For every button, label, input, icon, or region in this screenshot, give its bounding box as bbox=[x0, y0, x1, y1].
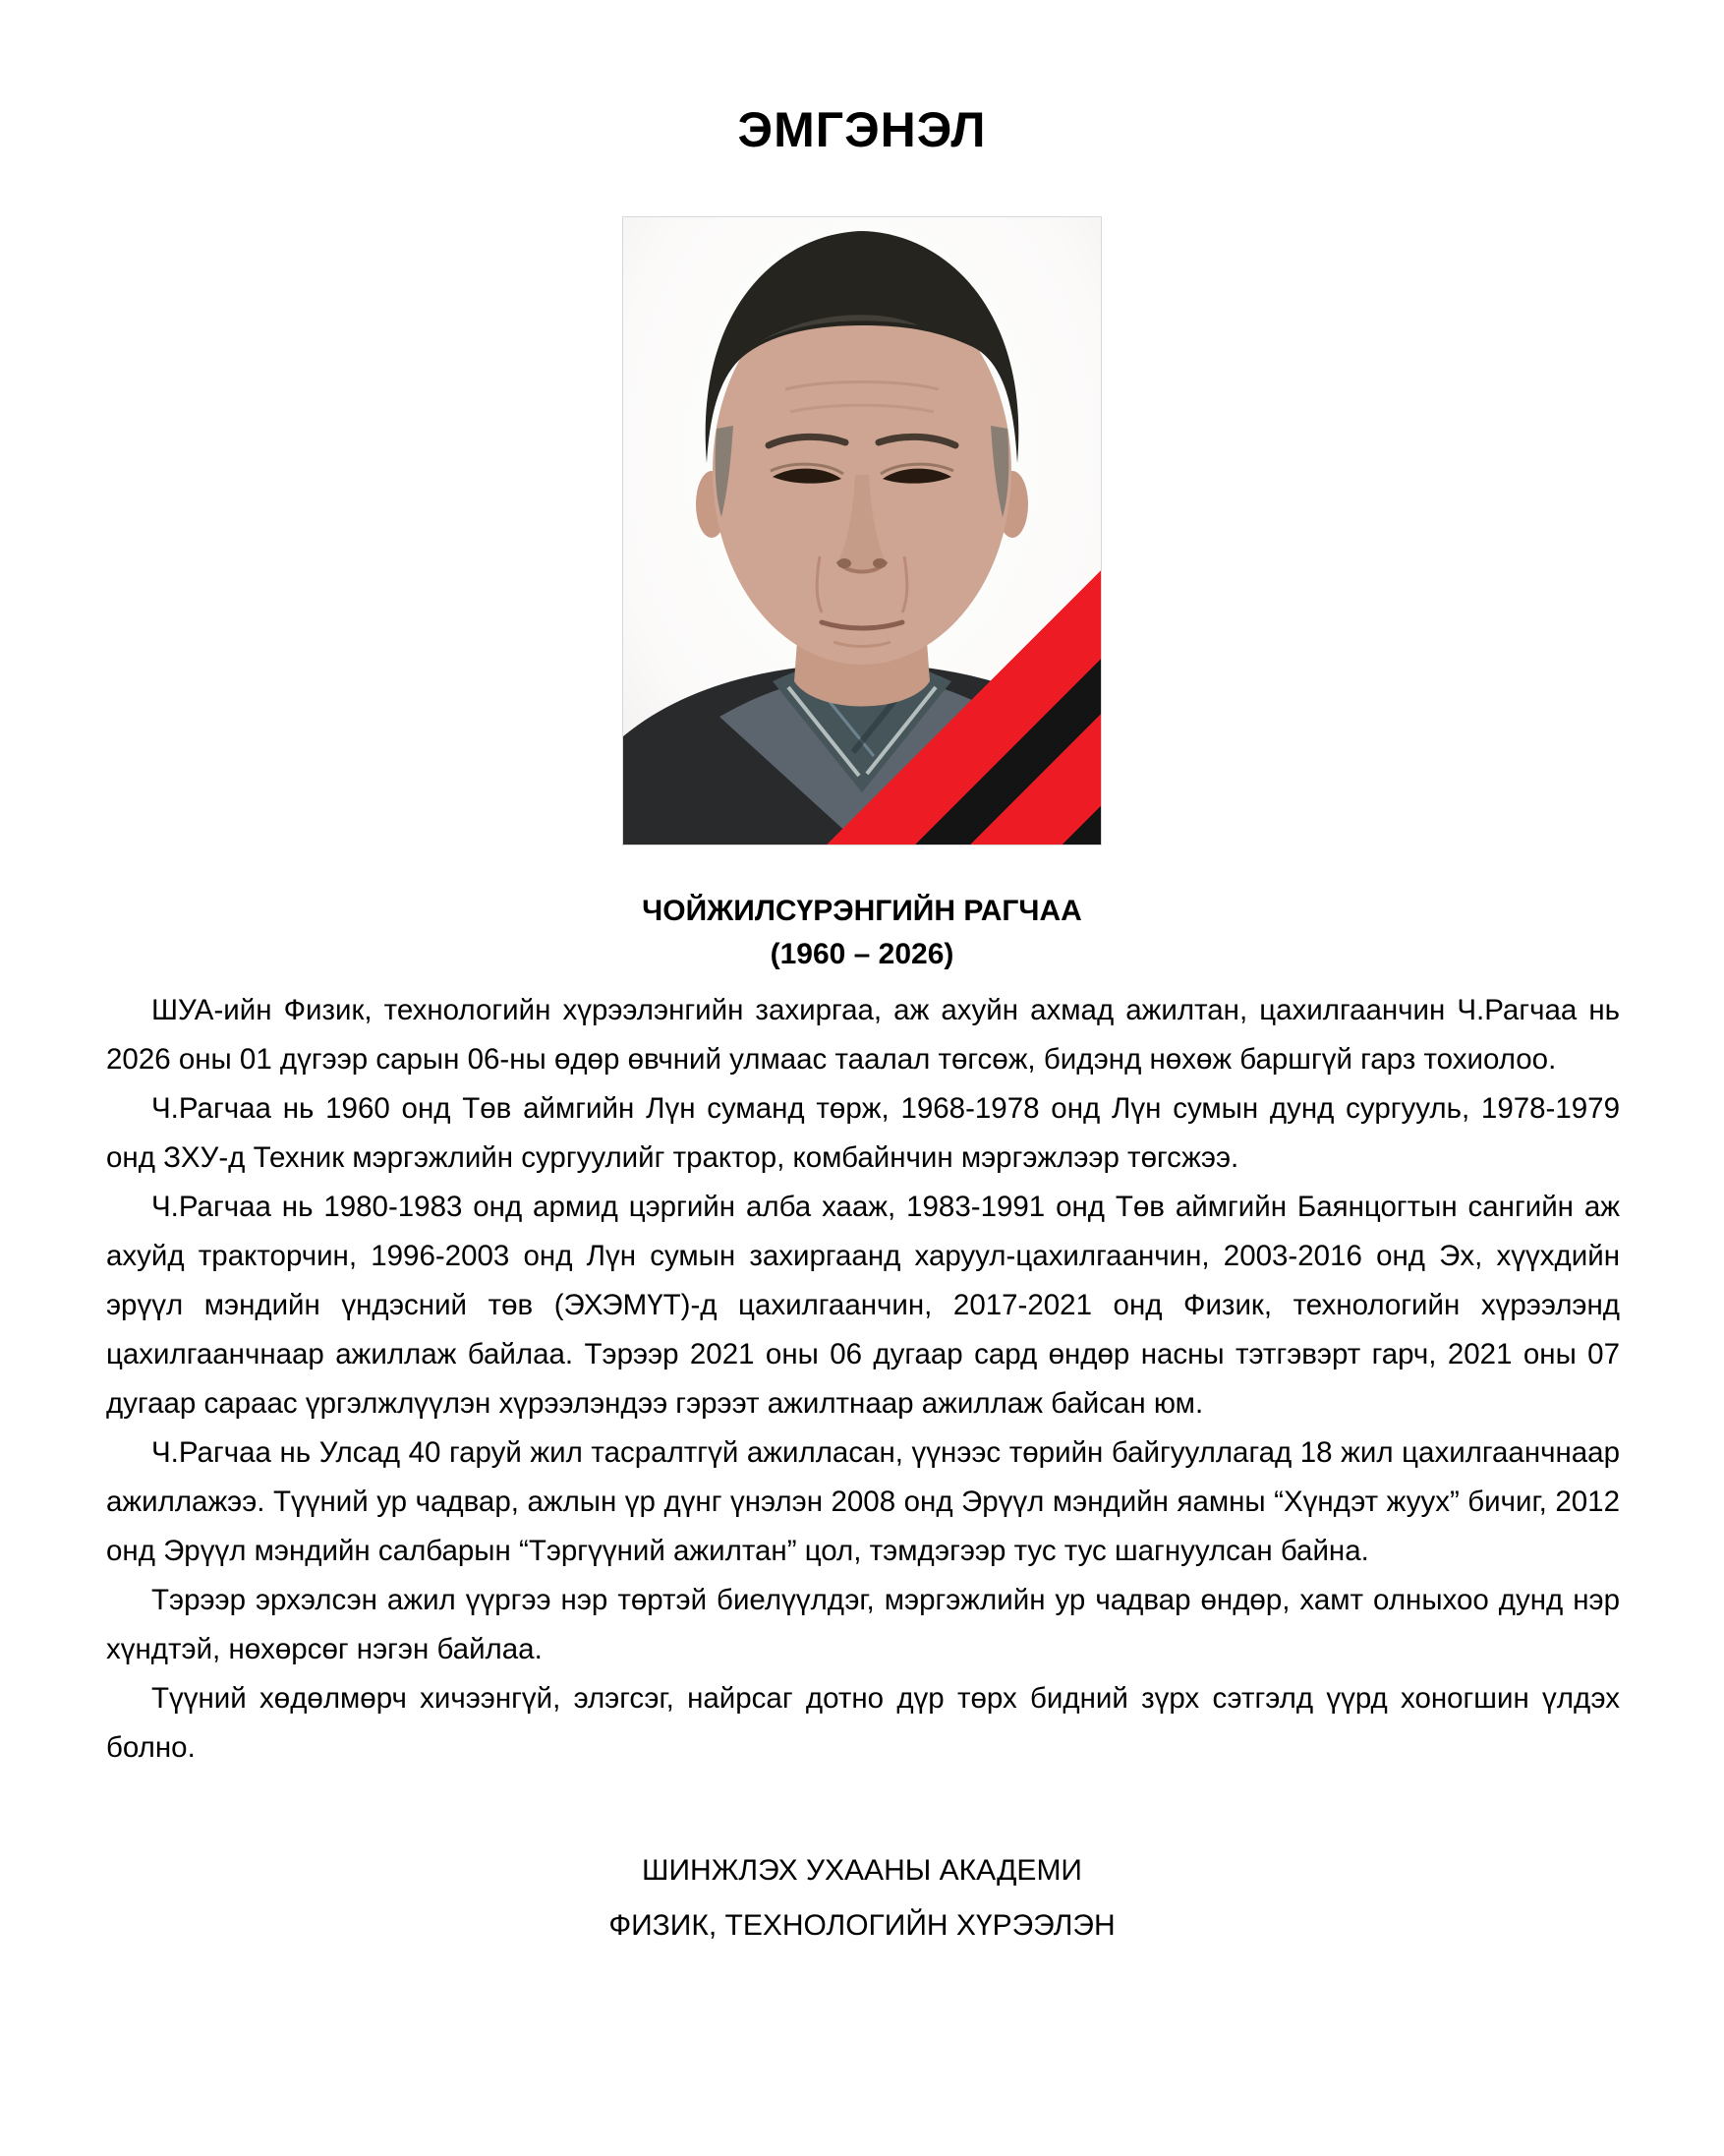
footer bbox=[0, 1843, 1724, 1953]
life-years: (1960 – 2026) bbox=[770, 938, 954, 970]
obituary-paragraph: Ч.Рагчаа нь 1960 онд Төв аймгийн Лүн суманд төрж, 1968-1978 онд Лүн сумын дунд сургууль, 1978-1979 онд ЗХУ-д Техник мэргэжлийн сургуулийг трактор, комбайнчин мэргэжлээр төгсжээ. bbox=[106, 1092, 1620, 1174]
obituary-paragraph: Тэрээр эрхэлсэн ажил үүргээ нэр төртэй биелүүлдэг, мэргэжлийн ур чадвар өндөр, хамт олныхоо дунд нэр хүндтэй, нөхөрсөг нэгэн байлаа. bbox=[106, 1584, 1620, 1665]
obituary-paragraph: Түүний хөдөлмөрч хичээнгүй, элэгсэг, найрсаг дотно дүр төрх бидний зүрх сэтгэлд үүрд хоногшин үлдэх болно. bbox=[106, 1682, 1620, 1764]
obituary-paragraph: Ч.Рагчаа нь 1980-1983 онд армид цэргийн алба хааж, 1983-1991 онд Төв аймгийн Баянцогтын сангийн аж ахуйд тракторчин, 1996-2003 онд Лүн сумын захиргаанд харуул-цахилгаанчин, 2003-2016 онд Эх, хүүхдийн эрүүл мэндийн үндэсний төв (ЭХЭМҮТ)-д цахилгаанчин, 2017-2021 онд Физик, технологийн хүрээлэнд цахилгаанчнаар ажиллаж байлаа. Тэрээр 2021 оны 06 дугаар сард өндөр насны тэтгэвэрт гарч, 2021 оны 07 дугаар сараас үргэлжлүүлэн хүрээлэндээ гэрээт ажилтнаар ажиллаж байсан юм. bbox=[106, 1191, 1620, 1420]
obituary-paragraph: ШУА-ийн Физик, технологийн хүрээлэнгийн захиргаа, аж ахуйн ахмад ажилтан, цахилгаанчин Ч.Рагчаа нь 2026 оны 01 дүгээр сарын 06-ны өдөр өвчний улмаас таалал төгсөж, бидэнд нөхөж баршгүй гарз тохиолоо. bbox=[106, 994, 1620, 1076]
footer-academy-line: ШИНЖЛЭХ УХААНЫ АКАДЕМИ bbox=[641, 1854, 1082, 1887]
portrait-illustration bbox=[623, 217, 1101, 845]
portrait-photo bbox=[623, 217, 1101, 845]
deceased-name: ЧОЙЖИЛСҮРЭНГИЙН РАГЧАА bbox=[642, 895, 1082, 927]
footer-institute-line: ФИЗИК, ТЕХНОЛОГИЙН ХҮРЭЭЛЭН bbox=[608, 1909, 1116, 1942]
page-title: ЭМГЭНЭЛ bbox=[737, 102, 987, 157]
obituary-body bbox=[106, 986, 1620, 1773]
obituary-paragraph: Ч.Рагчаа нь Улсад 40 гаруй жил тасралтгүй ажилласан, үүнээс төрийн байгууллагад 18 жил цахилгаанчнаар ажиллажээ. Түүний ур чадвар, ажлын үр дүнг үнэлэн 2008 онд Эрүүл мэндийн яамны “Хүндэт жуух” бичиг, 2012 онд Эрүүл мэндийн салбарын “Тэргүүний ажилтан” цол, тэмдэгээр тус тус шагнуулсан байна. bbox=[106, 1436, 1620, 1567]
